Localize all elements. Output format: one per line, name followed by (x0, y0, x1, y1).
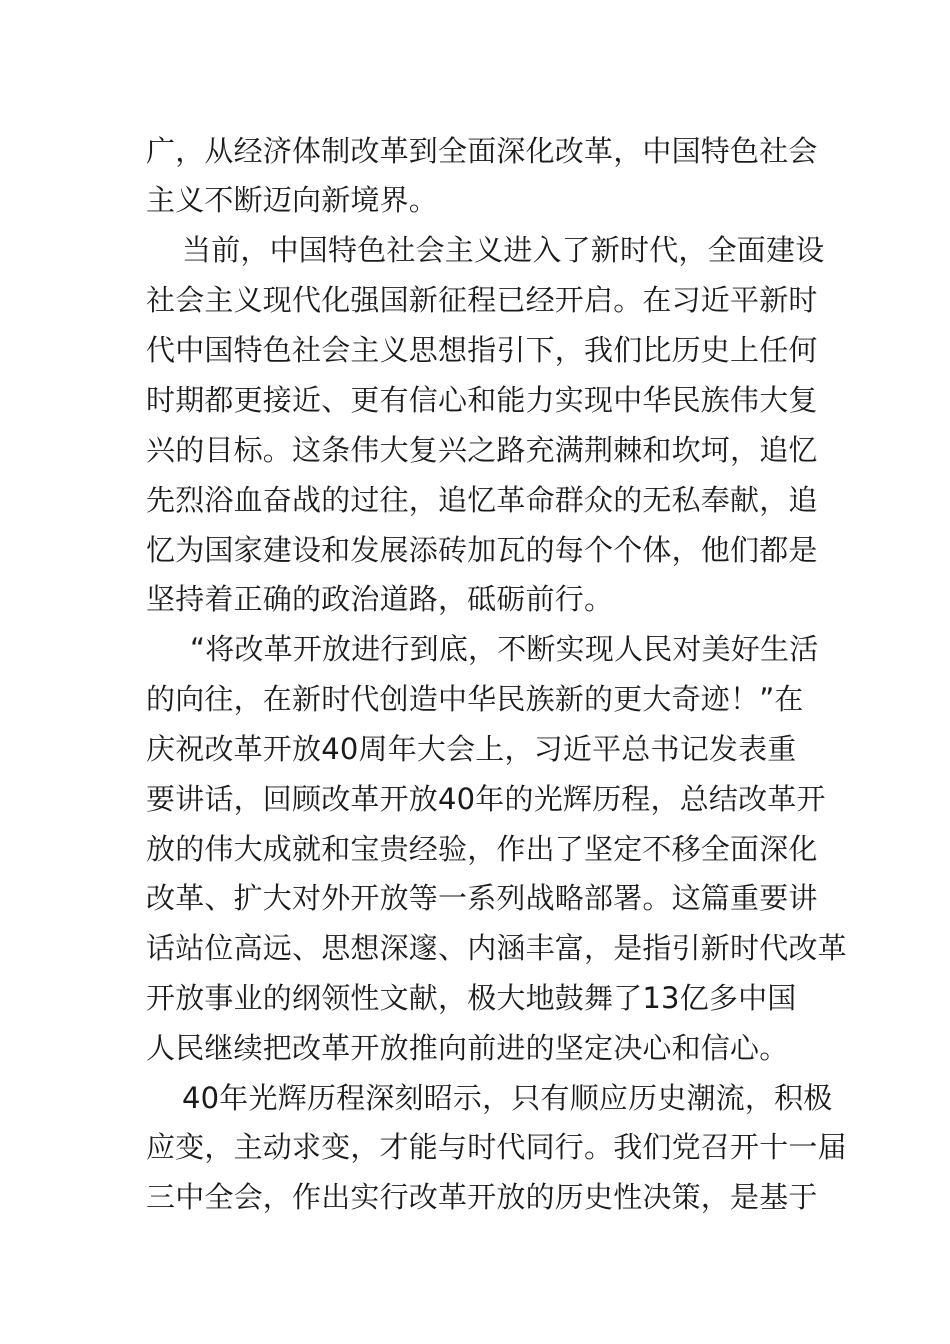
text-line: 兴的目标。这条伟大复兴之路充满荆棘和坎坷，追忆 (146, 433, 818, 467)
text-line: 话站位高远、思想深邃、内涵丰富，是指引新时代改革 (146, 931, 847, 965)
paragraph-first-line: 当前，中国特色社会主义进入了新时代，全面建设 (182, 233, 825, 267)
text-line: 人民继续把改革开放推向前进的坚定决心和信心。 (146, 1031, 789, 1065)
text-line: 主义不断迈向新境界。 (146, 183, 439, 217)
text-line: 要讲话，回顾改革开放40年的光辉历程，总结改革开 (146, 782, 826, 816)
text-line: 时期都更接近、更有信心和能力实现中华民族伟大复 (146, 383, 818, 417)
text-line: 坚持着正确的政治道路，砥砺前行。 (146, 582, 614, 616)
text-line: 广，从经济体制改革到全面深化改革，中国特色社会 (146, 134, 818, 168)
text-line: 代中国特色社会主义思想指引下，我们比历史上任何 (146, 333, 818, 367)
text-line: 忆为国家建设和发展添砖加瓦的每个个体，他们都是 (146, 533, 818, 567)
text-line: 应变，主动求变，才能与时代同行。我们党召开十一届 (146, 1130, 847, 1164)
text-line: 放的伟大成就和宝贵经验，作出了坚定不移全面深化 (146, 832, 818, 866)
text-line: 改革、扩大对外开放等一系列战略部署。这篇重要讲 (146, 881, 818, 915)
text-line: 的向往，在新时代创造中华民族新的更大奇迹！”在 (146, 682, 804, 716)
paragraph-first-line: “将改革开放进行到底，不断实现人民对美好生活 (190, 632, 819, 666)
text-line: 社会主义现代化强国新征程已经开启。在习近平新时 (146, 283, 818, 317)
paragraph-first-line: 40年光辉历程深刻昭示，只有顺应历史潮流，积极 (182, 1081, 833, 1115)
text-line: 开放事业的纲领性文献，极大地鼓舞了13亿多中国 (146, 981, 797, 1015)
text-line: 三中全会，作出实行改革开放的历史性决策，是基于 (146, 1180, 818, 1214)
text-line: 庆祝改革开放40周年大会上，习近平总书记发表重 (146, 732, 797, 766)
text-line: 先烈浴血奋战的过往，追忆革命群众的无私奉献，追 (146, 483, 818, 517)
